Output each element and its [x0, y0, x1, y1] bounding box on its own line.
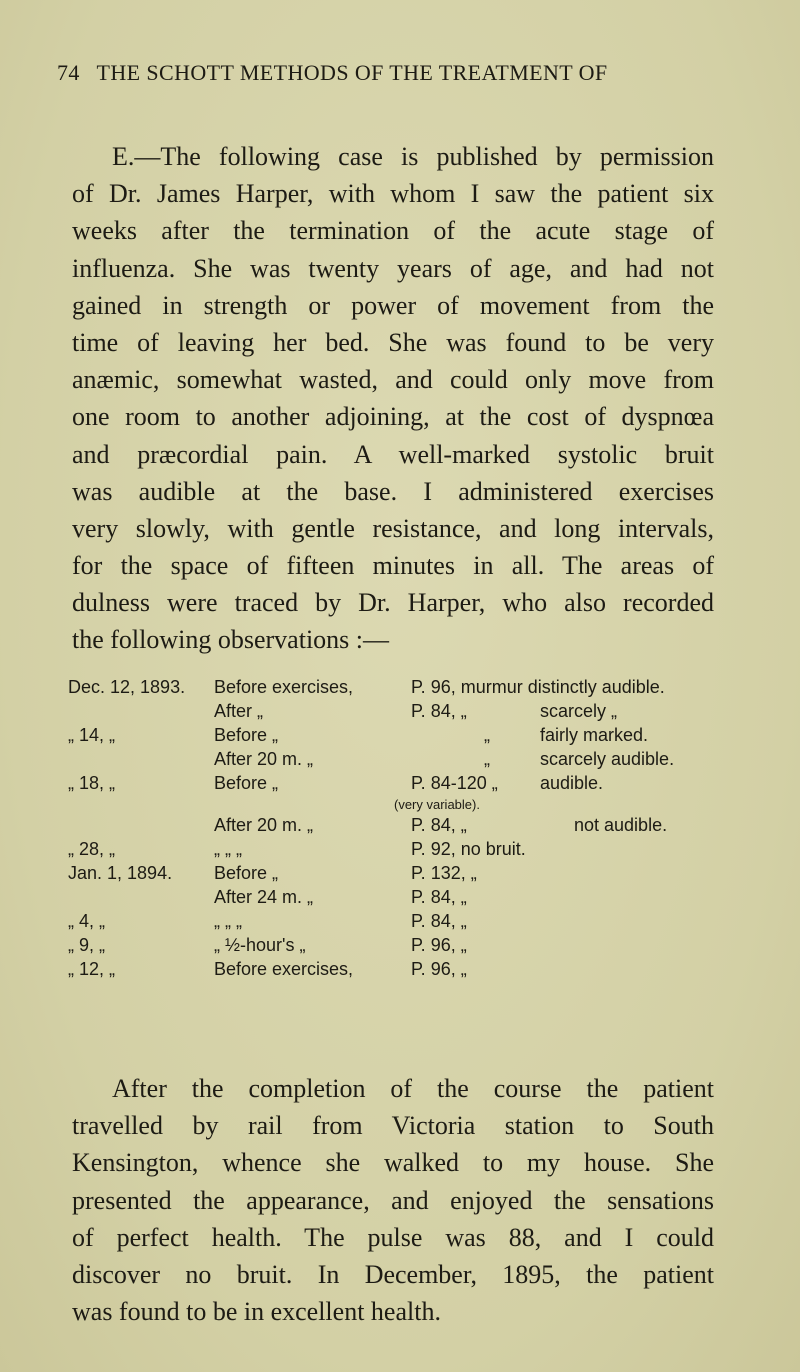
pulse-cell: P. 84, „	[411, 701, 467, 721]
page-number: 74	[57, 60, 80, 85]
text-line: travelled by rail from Victoria station to South	[72, 1111, 714, 1141]
pulse-cell: P. 92, no bruit.	[411, 839, 526, 859]
text-line: of Dr. James Harper, with whom I saw the patient six	[72, 179, 714, 209]
table-row	[0, 677, 800, 701]
observation-cell: scarcely audible.	[540, 749, 675, 769]
table-row	[0, 773, 800, 797]
date-cell: „ 12, „	[68, 959, 116, 979]
table-row	[0, 701, 800, 725]
table-row	[0, 839, 800, 863]
table-row	[0, 725, 800, 749]
table-row	[0, 749, 800, 773]
text-line: presented the appearance, and enjoyed the sensations	[72, 1185, 714, 1215]
text-line: one room to another adjoining, at the cost of dyspnœa	[72, 402, 714, 432]
pulse-cell: „	[484, 725, 490, 745]
pulse-cell: P. 132, „	[411, 863, 477, 883]
table-row	[0, 911, 800, 935]
pulse-cell: „	[484, 749, 490, 769]
timing-cell: „ „ „	[214, 911, 242, 931]
timing-cell: Before exercises,	[214, 677, 354, 697]
timing-cell: After 24 m. „	[214, 887, 314, 907]
table-row	[0, 935, 800, 959]
timing-cell: After „	[214, 701, 264, 721]
text-line: and præcordial pain. A well-marked systolic bruit	[72, 439, 714, 469]
table-row	[0, 887, 800, 911]
date-cell: „ 9, „	[68, 935, 106, 955]
text-line: weeks after the termination of the acute stage of	[72, 216, 714, 246]
date-cell: „ 18, „	[68, 773, 116, 793]
pulse-cell: P. 84, „	[411, 911, 467, 931]
observations-table	[0, 677, 800, 983]
timing-cell: After 20 m. „	[214, 749, 314, 769]
text-line: anæmic, somewhat wasted, and could only move from	[72, 365, 714, 395]
text-line: E.—The following case is published by permission	[112, 142, 714, 171]
pulse-cell: P. 84, „	[411, 887, 467, 907]
pulse-cell: P. 96, murmur distinctly audible.	[411, 677, 665, 697]
observation-cell: audible.	[540, 773, 604, 793]
text-line: Kensington, whence she walked to my house. She	[72, 1148, 714, 1178]
timing-cell: „ „ „	[214, 839, 242, 859]
variability-note: (very variable).	[394, 797, 480, 812]
text-line: very slowly, with gentle resistance, and long intervals,	[72, 513, 714, 543]
table-row	[0, 863, 800, 887]
date-cell: Dec. 12, 1893.	[68, 677, 186, 697]
pulse-cell: P. 96, „	[411, 935, 467, 955]
text-line: for the space of fifteen minutes in all. The areas of	[72, 551, 714, 581]
table-row	[0, 815, 800, 839]
closing-paragraph	[72, 1070, 714, 1330]
running-header	[57, 60, 757, 86]
observation-cell: not audible.	[574, 815, 668, 835]
timing-cell: Before „	[214, 863, 279, 883]
observation-cell: fairly marked.	[540, 725, 649, 745]
timing-cell: After 20 m. „	[214, 815, 314, 835]
date-cell: Jan. 1, 1894.	[68, 863, 173, 883]
timing-cell: Before „	[214, 773, 279, 793]
text-line: was audible at the base. I administered exercises	[72, 476, 714, 506]
text-line: gained in strength or power of movement from the	[72, 290, 714, 320]
text-line: was found to be in excellent health.	[72, 1297, 441, 1327]
text-line: time of leaving her bed. She was found to be very	[72, 327, 714, 357]
running-title: THE SCHOTT METHODS OF THE TREATMENT OF	[96, 60, 608, 85]
pulse-cell: P. 84-120 „	[411, 773, 498, 793]
timing-cell: Before „	[214, 725, 279, 745]
text-line: dulness were traced by Dr. Harper, who also recorded	[72, 588, 714, 618]
date-cell: „ 4, „	[68, 911, 106, 931]
table-note-row	[0, 797, 800, 815]
timing-cell: Before exercises,	[214, 959, 354, 979]
text-line: of perfect health. The pulse was 88, and I could	[72, 1222, 714, 1252]
date-cell: „ 14, „	[68, 725, 116, 745]
intro-paragraph	[72, 138, 714, 659]
pulse-cell: P. 96, „	[411, 959, 467, 979]
text-line: the following observations :—	[72, 625, 390, 655]
table-row	[0, 959, 800, 983]
text-line: discover no bruit. In December, 1895, the patient	[72, 1259, 714, 1289]
text-line: influenza. She was twenty years of age, and had not	[72, 253, 714, 283]
timing-cell: „ ½-hour's „	[214, 935, 306, 955]
pulse-cell: P. 84, „	[411, 815, 467, 835]
date-cell: „ 28, „	[68, 839, 116, 859]
observation-cell: scarcely „	[540, 701, 618, 721]
text-line: After the completion of the course the patient	[112, 1074, 714, 1103]
